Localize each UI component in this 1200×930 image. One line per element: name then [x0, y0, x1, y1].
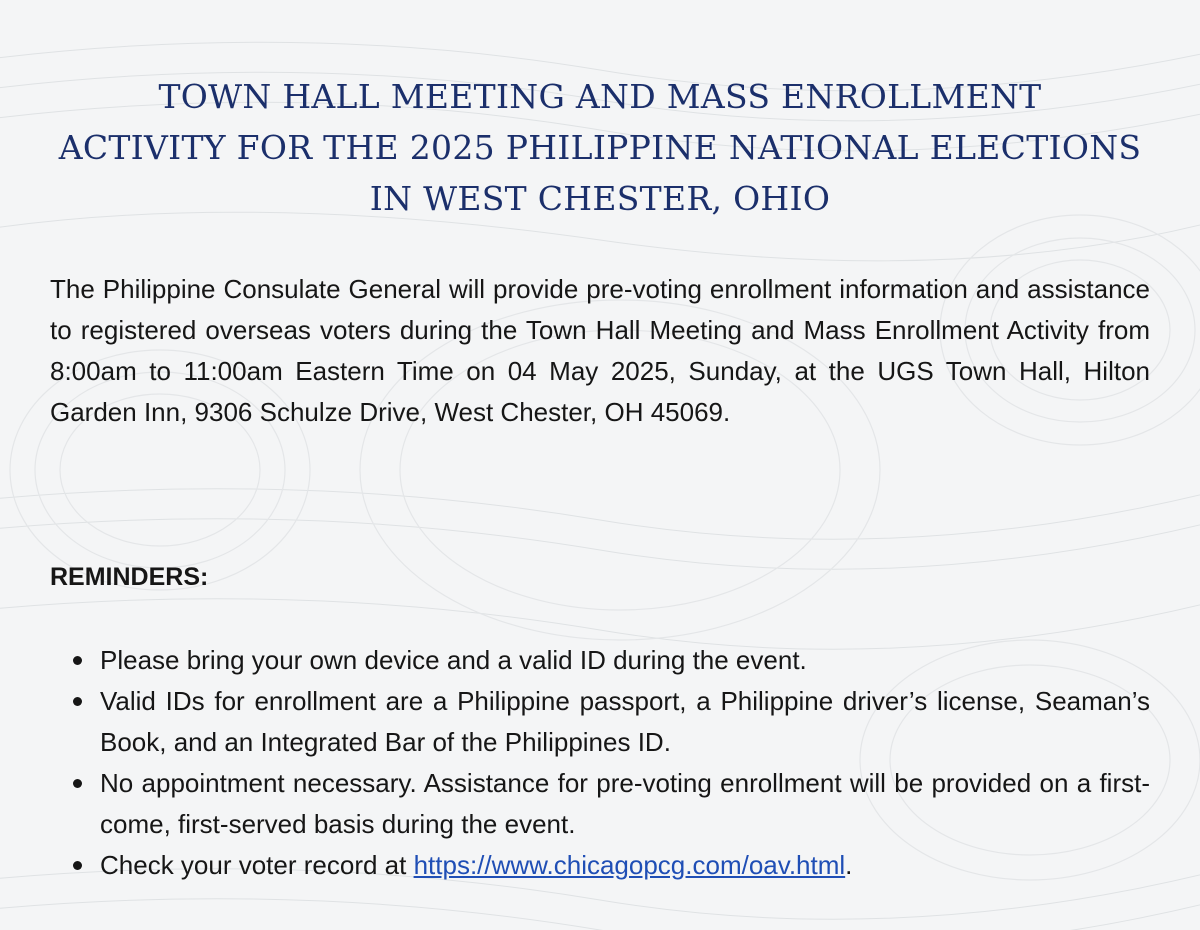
reminder-item: [50, 845, 1150, 886]
page-title: [40, 71, 1160, 224]
voter-record-link[interactable]: https://www.chicagopcg.com/oav.html: [413, 850, 846, 880]
bullet-icon: [73, 697, 82, 706]
title-line-1: TOWN HALL MEETING AND MASS ENROLLMENT: [158, 77, 1042, 116]
reminder-text: No appointment necessary. Assistance for pre-voting enrollment will be provided on a first-come, first-served basis during the event.: [100, 768, 1150, 839]
reminder-text: Please bring your own device and a valid ID during the event.: [100, 645, 807, 675]
reminders-list: [50, 640, 1150, 886]
reminder-item: [50, 763, 1150, 845]
bullet-icon: [73, 656, 82, 665]
title-line-2: ACTIVITY FOR THE 2025 PHILIPPINE NATIONAL ELECTIONS: [58, 128, 1142, 167]
reminders-heading: REMINDERS:: [50, 563, 209, 591]
title-line-3: IN WEST CHESTER, OHIO: [369, 179, 831, 218]
reminder-text-suffix: .: [845, 850, 853, 880]
reminder-item: [50, 640, 1150, 681]
bullet-icon: [73, 861, 82, 870]
intro-paragraph: The Philippine Consulate General will provide pre-voting enrollment information and assistance to registered overseas voters during the Town Hall Meeting and Mass Enrollment Activity from 8:00am to 11:00am Eastern Time on 04 May 2025, Sunday, at the UGS Town Hall, Hilton Garden Inn, 9306 Schulze Drive, West Chester, OH 45069.: [50, 274, 1150, 427]
reminder-text: Valid IDs for enrollment are a Philippine passport, a Philippine driver’s license, Seaman’s Book, and an Integrated Bar of the Philippines ID.: [100, 686, 1150, 757]
bullet-icon: [73, 779, 82, 788]
reminder-item: [50, 681, 1150, 763]
reminder-text-prefix: Check your voter record at: [100, 850, 414, 880]
